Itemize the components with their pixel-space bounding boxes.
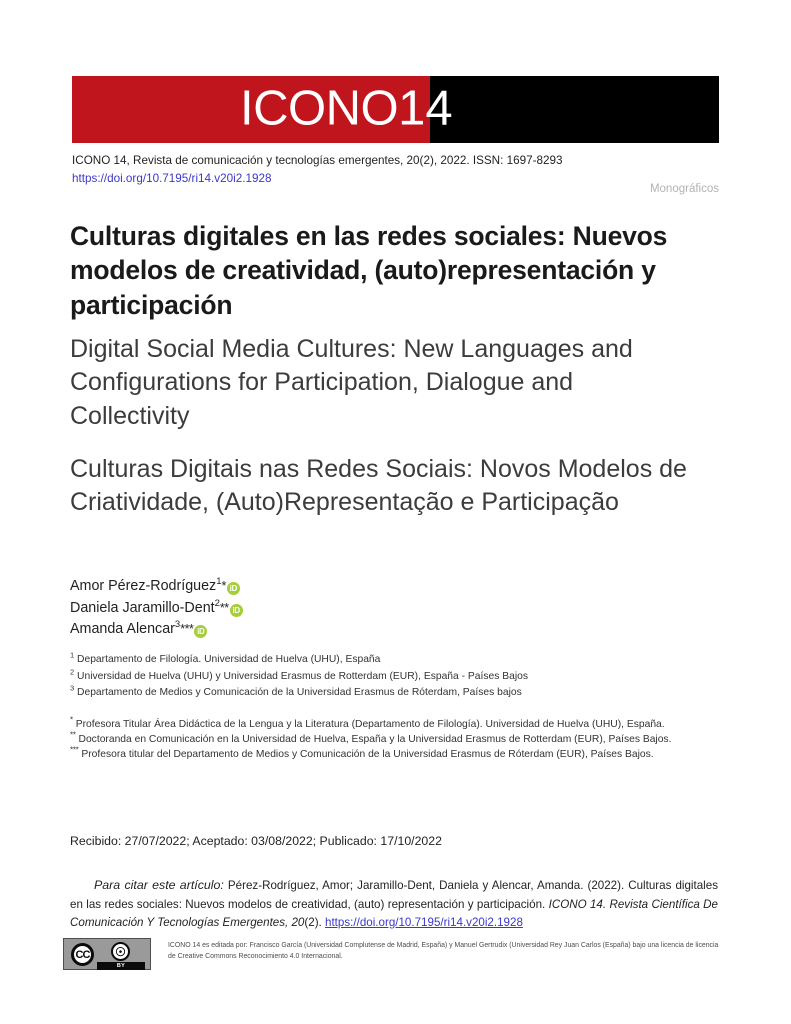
page-title-spanish: Culturas digitales en las redes sociales: Nuevos modelos de creatividad, (auto)representación y participación [70,221,668,320]
author-affiliation-mark: 3 [174,619,181,631]
author-affiliation-mark: 1 [216,576,222,588]
creative-commons-by-icon[interactable] [63,938,151,970]
citation-journal-title: ICONO 14. Revista Científica De Comunicación Y Tecnologías Emergentes, 20 [70,897,718,929]
citation-authors: Pérez-Rodríguez, Amor; Jaramillo-Dent, Daniela y Alencar, Amanda. (2022). Culturas digitales en las redes sociales: Nuevos modelos de creatividad, (auto) representación y participación. [70,879,718,911]
publication-dates: Recibido: 27/07/2022; Aceptado: 03/08/2022; Publicado: 17/10/2022 [70,834,442,848]
orcid-icon[interactable]: iD [194,625,207,638]
footnote-mark: * [70,715,73,725]
footnote-mark: ** [70,730,76,740]
license-text: ICONO 14 es editada por: Francisco García (Universidad Complutense de Madrid, España) y Manuel Gertrudix (Universidad Rey Juan Carlos (España) bajo una licencia de licencia de Creative Commons Reconocimiento 4.0 Internacional. [168,942,719,961]
author-note-mark: ** [219,600,229,615]
citation-issue: (2). [304,915,326,929]
citation-block [70,876,718,932]
footnote-text: Profesora Titular Área Didáctica de la Lengua y la Literatura (Departamento de Filología). Universidad de Huelva (UHU), España. [75,719,665,730]
author-entry [70,619,520,641]
footnote-entry [70,730,695,748]
affiliation-mark: 2 [70,667,75,677]
masthead-black-block [430,76,719,143]
affiliation-entry [70,685,730,702]
affiliation-text: Departamento de Filología. Universidad de Huelva (UHU), España [77,654,381,665]
footnote-entry [70,715,695,733]
author-entry [70,576,520,598]
affiliation-mark: 3 [70,683,75,693]
affiliation-text: Universidad de Huelva (UHU) y Universidad Erasmus de Rotterdam (EUR), España - Países Bajos [77,670,528,682]
footnote-mark: *** [70,745,79,755]
section-label: Monográficos [649,183,719,195]
affiliation-text: Departamento de Medios y Comunicación de la Universidad Erasmus de Róterdam, Países bajos [77,687,522,699]
orcid-icon[interactable]: iD [227,582,240,595]
logo-number-text: 14 [398,81,453,136]
footnote-list [70,715,695,763]
page-title-english: Digital Social Media Cultures: New Languages and Configurations for Participation, Dialogue and Collectivity [70,335,633,430]
author-name: Amanda Alencar [70,621,175,638]
doi-link-header[interactable]: https://doi.org/10.7195/ri14.v20i2.1928 [72,171,272,185]
journal-masthead-logo [72,76,719,143]
affiliation-mark: 1 [70,650,75,660]
cc-attribution-person-icon [111,942,130,961]
logo-wordmark [240,81,453,136]
footnote-entry [70,745,695,763]
affiliation-list [70,652,730,702]
license-footer [63,938,723,970]
journal-meta-line: ICONO 14, Revista de comunicación y tecnologías emergentes, 20(2), 2022. ISSN: 1697-8293 [72,154,563,167]
author-note-mark: *** [180,622,194,637]
cc-attribution-glyph: ☉ [115,944,126,959]
doi-link-citation[interactable]: https://doi.org/10.7195/ri14.v20i2.1928 [325,915,523,929]
cc-logo-icon [71,943,94,966]
journal-meta-block [72,153,722,188]
footnote-text: Profesora titular del Departamento de Medios y Comunicación de la Universidad Erasmus de Róterdam (EUR), Países Bajos. [81,748,654,760]
cc-by-bar-label: BY [97,962,145,970]
page-title-portuguese: Culturas Digitais nas Redes Sociais: Novos Modelos de Criatividade, (Auto)Representação e Participação [70,455,687,517]
affiliation-entry [70,669,730,686]
affiliation-entry [70,652,730,669]
author-affiliation-mark: 2 [214,597,220,609]
cc-logo-label: CC [75,948,90,961]
author-name: Daniela Jaramillo-Dent [70,599,215,616]
author-entry [70,598,520,620]
logo-icono-text: ICONO [240,81,399,136]
author-note-mark: * [221,579,226,593]
author-name: Amor Pérez-Rodríguez [70,578,217,594]
footnote-text: Doctoranda en Comunicación en la Universidad de Huelva, España y la Universidad Erasmus de Rotterdam (EUR), Países Bajos. [78,733,672,745]
orcid-icon[interactable]: iD [230,604,243,617]
author-list [70,576,520,641]
citation-label: Para citar este artículo: [94,878,224,892]
